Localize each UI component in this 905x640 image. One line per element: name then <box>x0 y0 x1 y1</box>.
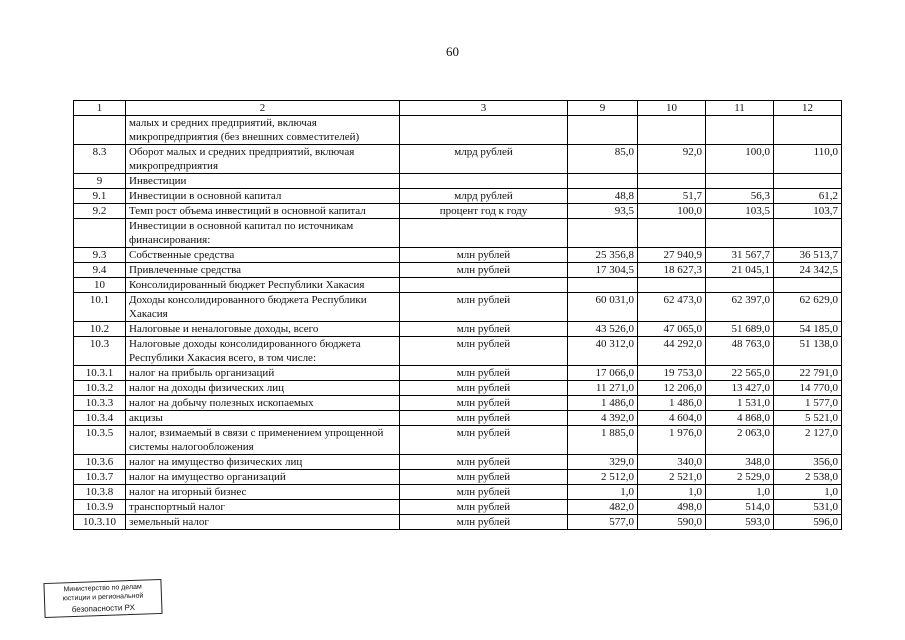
unit-cell: млн рублей <box>400 470 568 485</box>
indicator-name: Доходы консолидированного бюджета Республики Хакасия <box>126 293 400 322</box>
value-col-10 <box>638 174 706 189</box>
table-row <box>74 485 842 500</box>
value-col-12: 1 577,0 <box>774 396 842 411</box>
unit-cell: млн рублей <box>400 485 568 500</box>
value-col-11: 13 427,0 <box>706 381 774 396</box>
table-row <box>74 500 842 515</box>
value-col-12: 2 538,0 <box>774 470 842 485</box>
value-col-9 <box>568 174 638 189</box>
table-row <box>74 204 842 219</box>
value-col-12: 2 127,0 <box>774 426 842 455</box>
table-row <box>74 116 842 145</box>
value-col-12: 51 138,0 <box>774 337 842 366</box>
value-col-10: 1,0 <box>638 485 706 500</box>
indicator-name: Оборот малых и средних предприятий, включая микропредприятия <box>126 145 400 174</box>
row-number: 10.3.4 <box>74 411 126 426</box>
value-col-9: 1,0 <box>568 485 638 500</box>
indicator-name: Инвестиции в основной капитал по источникам финансирования: <box>126 219 400 248</box>
value-col-9: 85,0 <box>568 145 638 174</box>
value-col-12: 596,0 <box>774 515 842 530</box>
value-col-9: 60 031,0 <box>568 293 638 322</box>
value-col-10: 44 292,0 <box>638 337 706 366</box>
value-col-9: 17 066,0 <box>568 366 638 381</box>
value-col-9: 1 885,0 <box>568 426 638 455</box>
indicator-name: налог на доходы физических лиц <box>126 381 400 396</box>
value-col-10: 18 627,3 <box>638 263 706 278</box>
unit-cell: млн рублей <box>400 455 568 470</box>
table-row <box>74 411 842 426</box>
row-number: 9.4 <box>74 263 126 278</box>
value-col-12 <box>774 219 842 248</box>
value-col-12: 103,7 <box>774 204 842 219</box>
table-row <box>74 366 842 381</box>
unit-cell: млн рублей <box>400 263 568 278</box>
value-col-9: 577,0 <box>568 515 638 530</box>
table-row <box>74 455 842 470</box>
indicator-name: Инвестиции <box>126 174 400 189</box>
indicator-name: Привлеченные средства <box>126 263 400 278</box>
page-number: 60 <box>446 44 459 59</box>
row-number: 9.2 <box>74 204 126 219</box>
indicator-name: Налоговые доходы консолидированного бюджета Республики Хакасия всего, в том числе: <box>126 337 400 366</box>
value-col-12: 5 521,0 <box>774 411 842 426</box>
value-col-11: 31 567,7 <box>706 248 774 263</box>
value-col-11: 2 529,0 <box>706 470 774 485</box>
value-col-12: 62 629,0 <box>774 293 842 322</box>
table-row <box>74 248 842 263</box>
value-col-12: 54 185,0 <box>774 322 842 337</box>
unit-cell: процент год к году <box>400 204 568 219</box>
row-number: 9.1 <box>74 189 126 204</box>
value-col-12 <box>774 174 842 189</box>
indicator-name: Консолидированный бюджет Республики Хакасия <box>126 278 400 293</box>
table-row <box>74 396 842 411</box>
value-col-9: 11 271,0 <box>568 381 638 396</box>
value-col-11: 51 689,0 <box>706 322 774 337</box>
value-col-12 <box>774 116 842 145</box>
stamp-line: Министерство по делам <box>63 583 142 594</box>
unit-cell: млрд рублей <box>400 145 568 174</box>
unit-cell: млн рублей <box>400 381 568 396</box>
value-col-10: 2 521,0 <box>638 470 706 485</box>
indicator-name: налог на прибыль организаций <box>126 366 400 381</box>
value-col-9: 93,5 <box>568 204 638 219</box>
unit-cell: млн рублей <box>400 396 568 411</box>
value-col-12: 22 791,0 <box>774 366 842 381</box>
unit-cell: млн рублей <box>400 426 568 455</box>
indicator-name: Собственные средства <box>126 248 400 263</box>
row-number: 10.1 <box>74 293 126 322</box>
value-col-9: 329,0 <box>568 455 638 470</box>
column-header: 11 <box>706 101 774 116</box>
indicator-name: земельный налог <box>126 515 400 530</box>
table-row <box>74 145 842 174</box>
value-col-11 <box>706 116 774 145</box>
value-col-12: 1,0 <box>774 485 842 500</box>
row-number: 10.3.2 <box>74 381 126 396</box>
unit-cell <box>400 219 568 248</box>
indicator-name: Налоговые и неналоговые доходы, всего <box>126 322 400 337</box>
value-col-11: 22 565,0 <box>706 366 774 381</box>
indicator-name: налог на добычу полезных ископаемых <box>126 396 400 411</box>
value-col-11 <box>706 219 774 248</box>
stamp-line: юстиции и региональной <box>62 592 144 603</box>
value-col-10 <box>638 116 706 145</box>
row-number <box>74 219 126 248</box>
value-col-10: 498,0 <box>638 500 706 515</box>
table-row <box>74 219 842 248</box>
table-row <box>74 322 842 337</box>
column-header: 2 <box>126 101 400 116</box>
value-col-12: 356,0 <box>774 455 842 470</box>
value-col-9: 2 512,0 <box>568 470 638 485</box>
value-col-12: 36 513,7 <box>774 248 842 263</box>
value-col-9 <box>568 219 638 248</box>
value-col-9 <box>568 116 638 145</box>
value-col-9 <box>568 278 638 293</box>
indicator-name: налог на имущество организаций <box>126 470 400 485</box>
indicator-name: малых и средних предприятий, включая микропредприятия (без внешних совместителей) <box>126 116 400 145</box>
row-number: 10 <box>74 278 126 293</box>
value-col-10: 12 206,0 <box>638 381 706 396</box>
table-row <box>74 263 842 278</box>
value-col-10: 590,0 <box>638 515 706 530</box>
value-col-11: 21 045,1 <box>706 263 774 278</box>
value-col-9: 40 312,0 <box>568 337 638 366</box>
value-col-11: 1 531,0 <box>706 396 774 411</box>
forecast-table <box>73 100 842 530</box>
value-col-9: 1 486,0 <box>568 396 638 411</box>
unit-cell: млн рублей <box>400 322 568 337</box>
value-col-10: 51,7 <box>638 189 706 204</box>
value-col-10: 27 940,9 <box>638 248 706 263</box>
table-header-row <box>74 101 842 116</box>
table-row <box>74 515 842 530</box>
value-col-11: 4 868,0 <box>706 411 774 426</box>
value-col-10: 47 065,0 <box>638 322 706 337</box>
indicator-name: транспортный налог <box>126 500 400 515</box>
value-col-11: 62 397,0 <box>706 293 774 322</box>
column-header: 10 <box>638 101 706 116</box>
table-row <box>74 337 842 366</box>
value-col-9: 17 304,5 <box>568 263 638 278</box>
row-number: 10.3.5 <box>74 426 126 455</box>
table-row <box>74 174 842 189</box>
indicator-name: Темп рост объема инвестиций в основной капитал <box>126 204 400 219</box>
value-col-9: 43 526,0 <box>568 322 638 337</box>
value-col-11: 48 763,0 <box>706 337 774 366</box>
indicator-name: акцизы <box>126 411 400 426</box>
value-col-10 <box>638 278 706 293</box>
table-row <box>74 470 842 485</box>
value-col-9: 482,0 <box>568 500 638 515</box>
unit-cell: млн рублей <box>400 366 568 381</box>
row-number: 10.3.7 <box>74 470 126 485</box>
row-number: 10.3 <box>74 337 126 366</box>
unit-cell: млн рублей <box>400 337 568 366</box>
row-number: 10.3.3 <box>74 396 126 411</box>
value-col-11: 514,0 <box>706 500 774 515</box>
value-col-10: 19 753,0 <box>638 366 706 381</box>
value-col-12 <box>774 278 842 293</box>
unit-cell: млн рублей <box>400 248 568 263</box>
value-col-10: 4 604,0 <box>638 411 706 426</box>
value-col-9: 48,8 <box>568 189 638 204</box>
column-header: 1 <box>74 101 126 116</box>
indicator-name: Инвестиции в основной капитал <box>126 189 400 204</box>
indicator-name: налог, взимаемый в связи с применением упрощенной системы налогообложения <box>126 426 400 455</box>
value-col-10: 340,0 <box>638 455 706 470</box>
row-number: 10.3.10 <box>74 515 126 530</box>
unit-cell: млн рублей <box>400 500 568 515</box>
value-col-11: 2 063,0 <box>706 426 774 455</box>
row-number: 10.3.1 <box>74 366 126 381</box>
value-col-10: 62 473,0 <box>638 293 706 322</box>
row-number: 10.2 <box>74 322 126 337</box>
value-col-10 <box>638 219 706 248</box>
unit-cell: млн рублей <box>400 515 568 530</box>
value-col-11 <box>706 174 774 189</box>
value-col-11: 103,5 <box>706 204 774 219</box>
row-number: 9.3 <box>74 248 126 263</box>
table-row <box>74 278 842 293</box>
unit-cell: млрд рублей <box>400 189 568 204</box>
value-col-11: 593,0 <box>706 515 774 530</box>
value-col-12: 24 342,5 <box>774 263 842 278</box>
table-row <box>74 189 842 204</box>
column-header: 9 <box>568 101 638 116</box>
registration-stamp <box>43 579 162 618</box>
column-header: 3 <box>400 101 568 116</box>
table-row <box>74 426 842 455</box>
value-col-10: 1 976,0 <box>638 426 706 455</box>
value-col-10: 92,0 <box>638 145 706 174</box>
table-row <box>74 381 842 396</box>
unit-cell <box>400 278 568 293</box>
row-number: 9 <box>74 174 126 189</box>
value-col-9: 4 392,0 <box>568 411 638 426</box>
value-col-12: 531,0 <box>774 500 842 515</box>
unit-cell <box>400 116 568 145</box>
value-col-11: 1,0 <box>706 485 774 500</box>
value-col-12: 110,0 <box>774 145 842 174</box>
value-col-10: 100,0 <box>638 204 706 219</box>
row-number: 10.3.9 <box>74 500 126 515</box>
column-header: 12 <box>774 101 842 116</box>
value-col-11 <box>706 278 774 293</box>
value-col-12: 61,2 <box>774 189 842 204</box>
value-col-10: 1 486,0 <box>638 396 706 411</box>
value-col-11: 56,3 <box>706 189 774 204</box>
unit-cell: млн рублей <box>400 293 568 322</box>
value-col-11: 348,0 <box>706 455 774 470</box>
row-number <box>74 116 126 145</box>
row-number: 8.3 <box>74 145 126 174</box>
value-col-11: 100,0 <box>706 145 774 174</box>
indicator-name: налог на имущество физических лиц <box>126 455 400 470</box>
value-col-12: 14 770,0 <box>774 381 842 396</box>
indicator-name: налог на игорный бизнес <box>126 485 400 500</box>
unit-cell <box>400 174 568 189</box>
row-number: 10.3.6 <box>74 455 126 470</box>
table-row <box>74 293 842 322</box>
unit-cell: млн рублей <box>400 411 568 426</box>
stamp-line: безопасности РХ <box>71 602 136 615</box>
row-number: 10.3.8 <box>74 485 126 500</box>
value-col-9: 25 356,8 <box>568 248 638 263</box>
